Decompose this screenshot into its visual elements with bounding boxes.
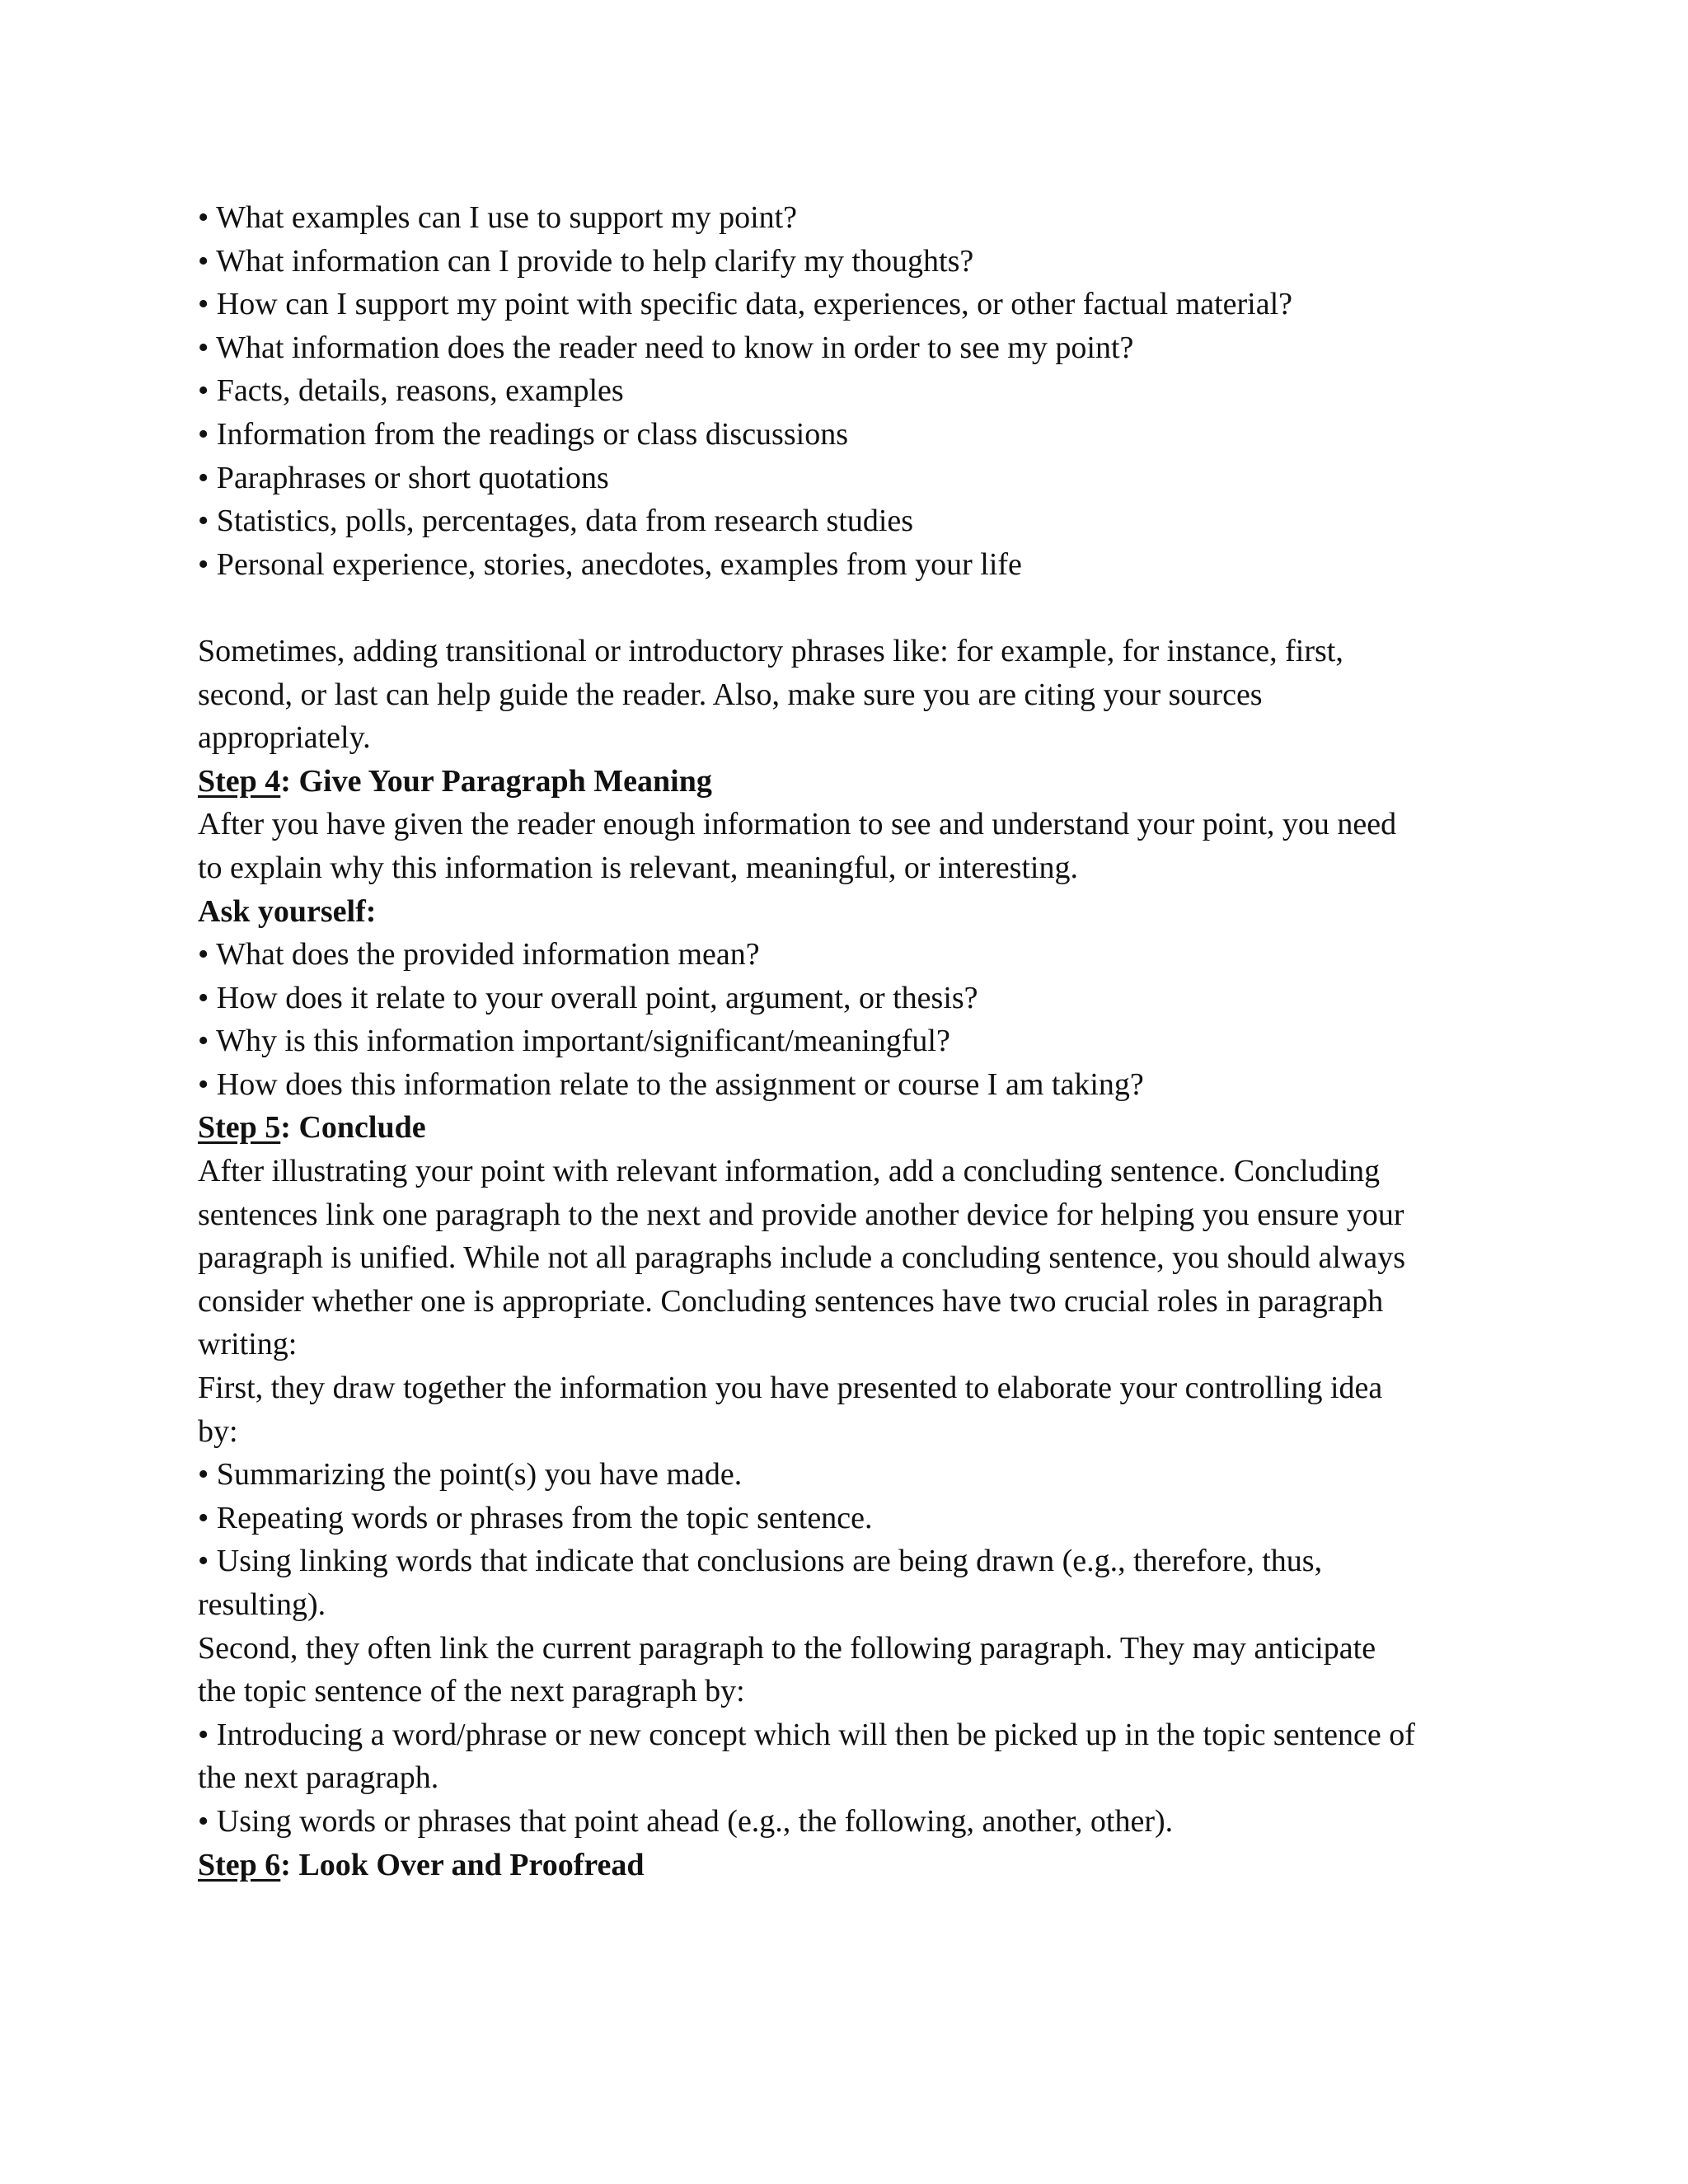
paragraph-line: Second, they often link the current paragraph to the following paragraph. They may anticipate xyxy=(198,1630,1376,1666)
list-item: • How does it relate to your overall point, argument, or thesis? xyxy=(198,980,978,1015)
step-4-paragraph xyxy=(198,803,1517,889)
step-5-heading xyxy=(198,1106,1517,1150)
step-5-title: : Conclude xyxy=(280,1110,426,1146)
ask-yourself-heading: Ask yourself: xyxy=(198,893,377,929)
list-item: resulting). xyxy=(198,1587,326,1622)
paragraph-line: paragraph is unified. While not all paragraphs include a concluding sentence, you should always xyxy=(198,1240,1406,1276)
step-4-title: : Give Your Paragraph Meaning xyxy=(280,763,712,799)
meaning-questions-list xyxy=(198,933,1517,1106)
paragraph-line: by: xyxy=(198,1413,238,1449)
list-item: • Why is this information important/significant/meaningful? xyxy=(198,1024,950,1059)
paragraph-line: sentences link one paragraph to the next and provide another device for helping you ensure your xyxy=(198,1197,1404,1232)
list-item: • Statistics, polls, percentages, data from research studies xyxy=(198,504,914,539)
transition-paragraph xyxy=(198,630,1517,760)
step-6-heading xyxy=(198,1844,1517,1887)
blank-line xyxy=(198,586,1517,630)
paragraph-line: First, they draw together the information you have presented to elaborate your controlling idea xyxy=(198,1371,1383,1406)
paragraph-line: the topic sentence of the next paragraph by: xyxy=(198,1674,745,1709)
list-item: • How can I support my point with specific data, experiences, or other factual material? xyxy=(198,287,1293,322)
support-questions-list xyxy=(198,196,1517,586)
page-content xyxy=(198,196,1517,1886)
list-item: • What does the provided information mean? xyxy=(198,937,760,972)
paragraph-line: second, or last can help guide the reader. Also, make sure you are citing your sources xyxy=(198,677,1263,712)
linking-list xyxy=(198,1713,1517,1844)
step-4-heading xyxy=(198,760,1517,804)
list-item: the next paragraph. xyxy=(198,1760,439,1796)
paragraph-line: appropriately. xyxy=(198,720,371,756)
list-item: • Using linking words that indicate that conclusions are being drawn (e.g., therefore, thus, xyxy=(198,1544,1323,1579)
list-item: • Paraphrases or short quotations xyxy=(198,460,609,495)
list-item: • How does this information relate to the assignment or course I am taking? xyxy=(198,1066,1144,1102)
list-item: • Using words or phrases that point ahead (e.g., the following, another, other). xyxy=(198,1803,1174,1839)
second-role-paragraph xyxy=(198,1627,1517,1713)
first-role-paragraph xyxy=(198,1366,1517,1453)
paragraph-line: consider whether one is appropriate. Concluding sentences have two crucial roles in paragraph xyxy=(198,1283,1384,1319)
paragraph-line: After illustrating your point with relevant information, add a concluding sentence. Concluding xyxy=(198,1154,1381,1189)
paragraph-line: writing: xyxy=(198,1327,298,1362)
list-item: • Repeating words or phrases from the topic sentence. xyxy=(198,1500,873,1535)
paragraph-line: After you have given the reader enough information to see and understand your point, you need xyxy=(198,807,1397,842)
step-4-label: Step 4 xyxy=(198,763,281,799)
step-6-title: : Look Over and Proofread xyxy=(280,1847,645,1882)
list-item: • What information does the reader need to know in order to see my point? xyxy=(198,330,1134,365)
list-item: • Information from the readings or class discussions xyxy=(198,416,848,452)
list-item: • Introducing a word/phrase or new concept which will then be picked up in the topic sentence of xyxy=(198,1717,1415,1752)
step-5-label: Step 5 xyxy=(198,1110,281,1146)
step-6-label: Step 6 xyxy=(198,1847,281,1882)
list-item: • Summarizing the point(s) you have made. xyxy=(198,1457,743,1493)
list-item: • What information can I provide to help clarify my thoughts? xyxy=(198,243,974,279)
list-item: • Personal experience, stories, anecdotes, examples from your life xyxy=(198,546,1022,582)
list-item: • Facts, details, reasons, examples xyxy=(198,373,624,409)
list-item: • What examples can I use to support my point? xyxy=(198,200,798,235)
step-5-paragraph xyxy=(198,1150,1517,1366)
paragraph-line: to explain why this information is relevant, meaningful, or interesting. xyxy=(198,850,1078,885)
paragraph-line: Sometimes, adding transitional or introductory phrases like: for example, for instance, first, xyxy=(198,633,1343,668)
summarizing-list xyxy=(198,1453,1517,1626)
